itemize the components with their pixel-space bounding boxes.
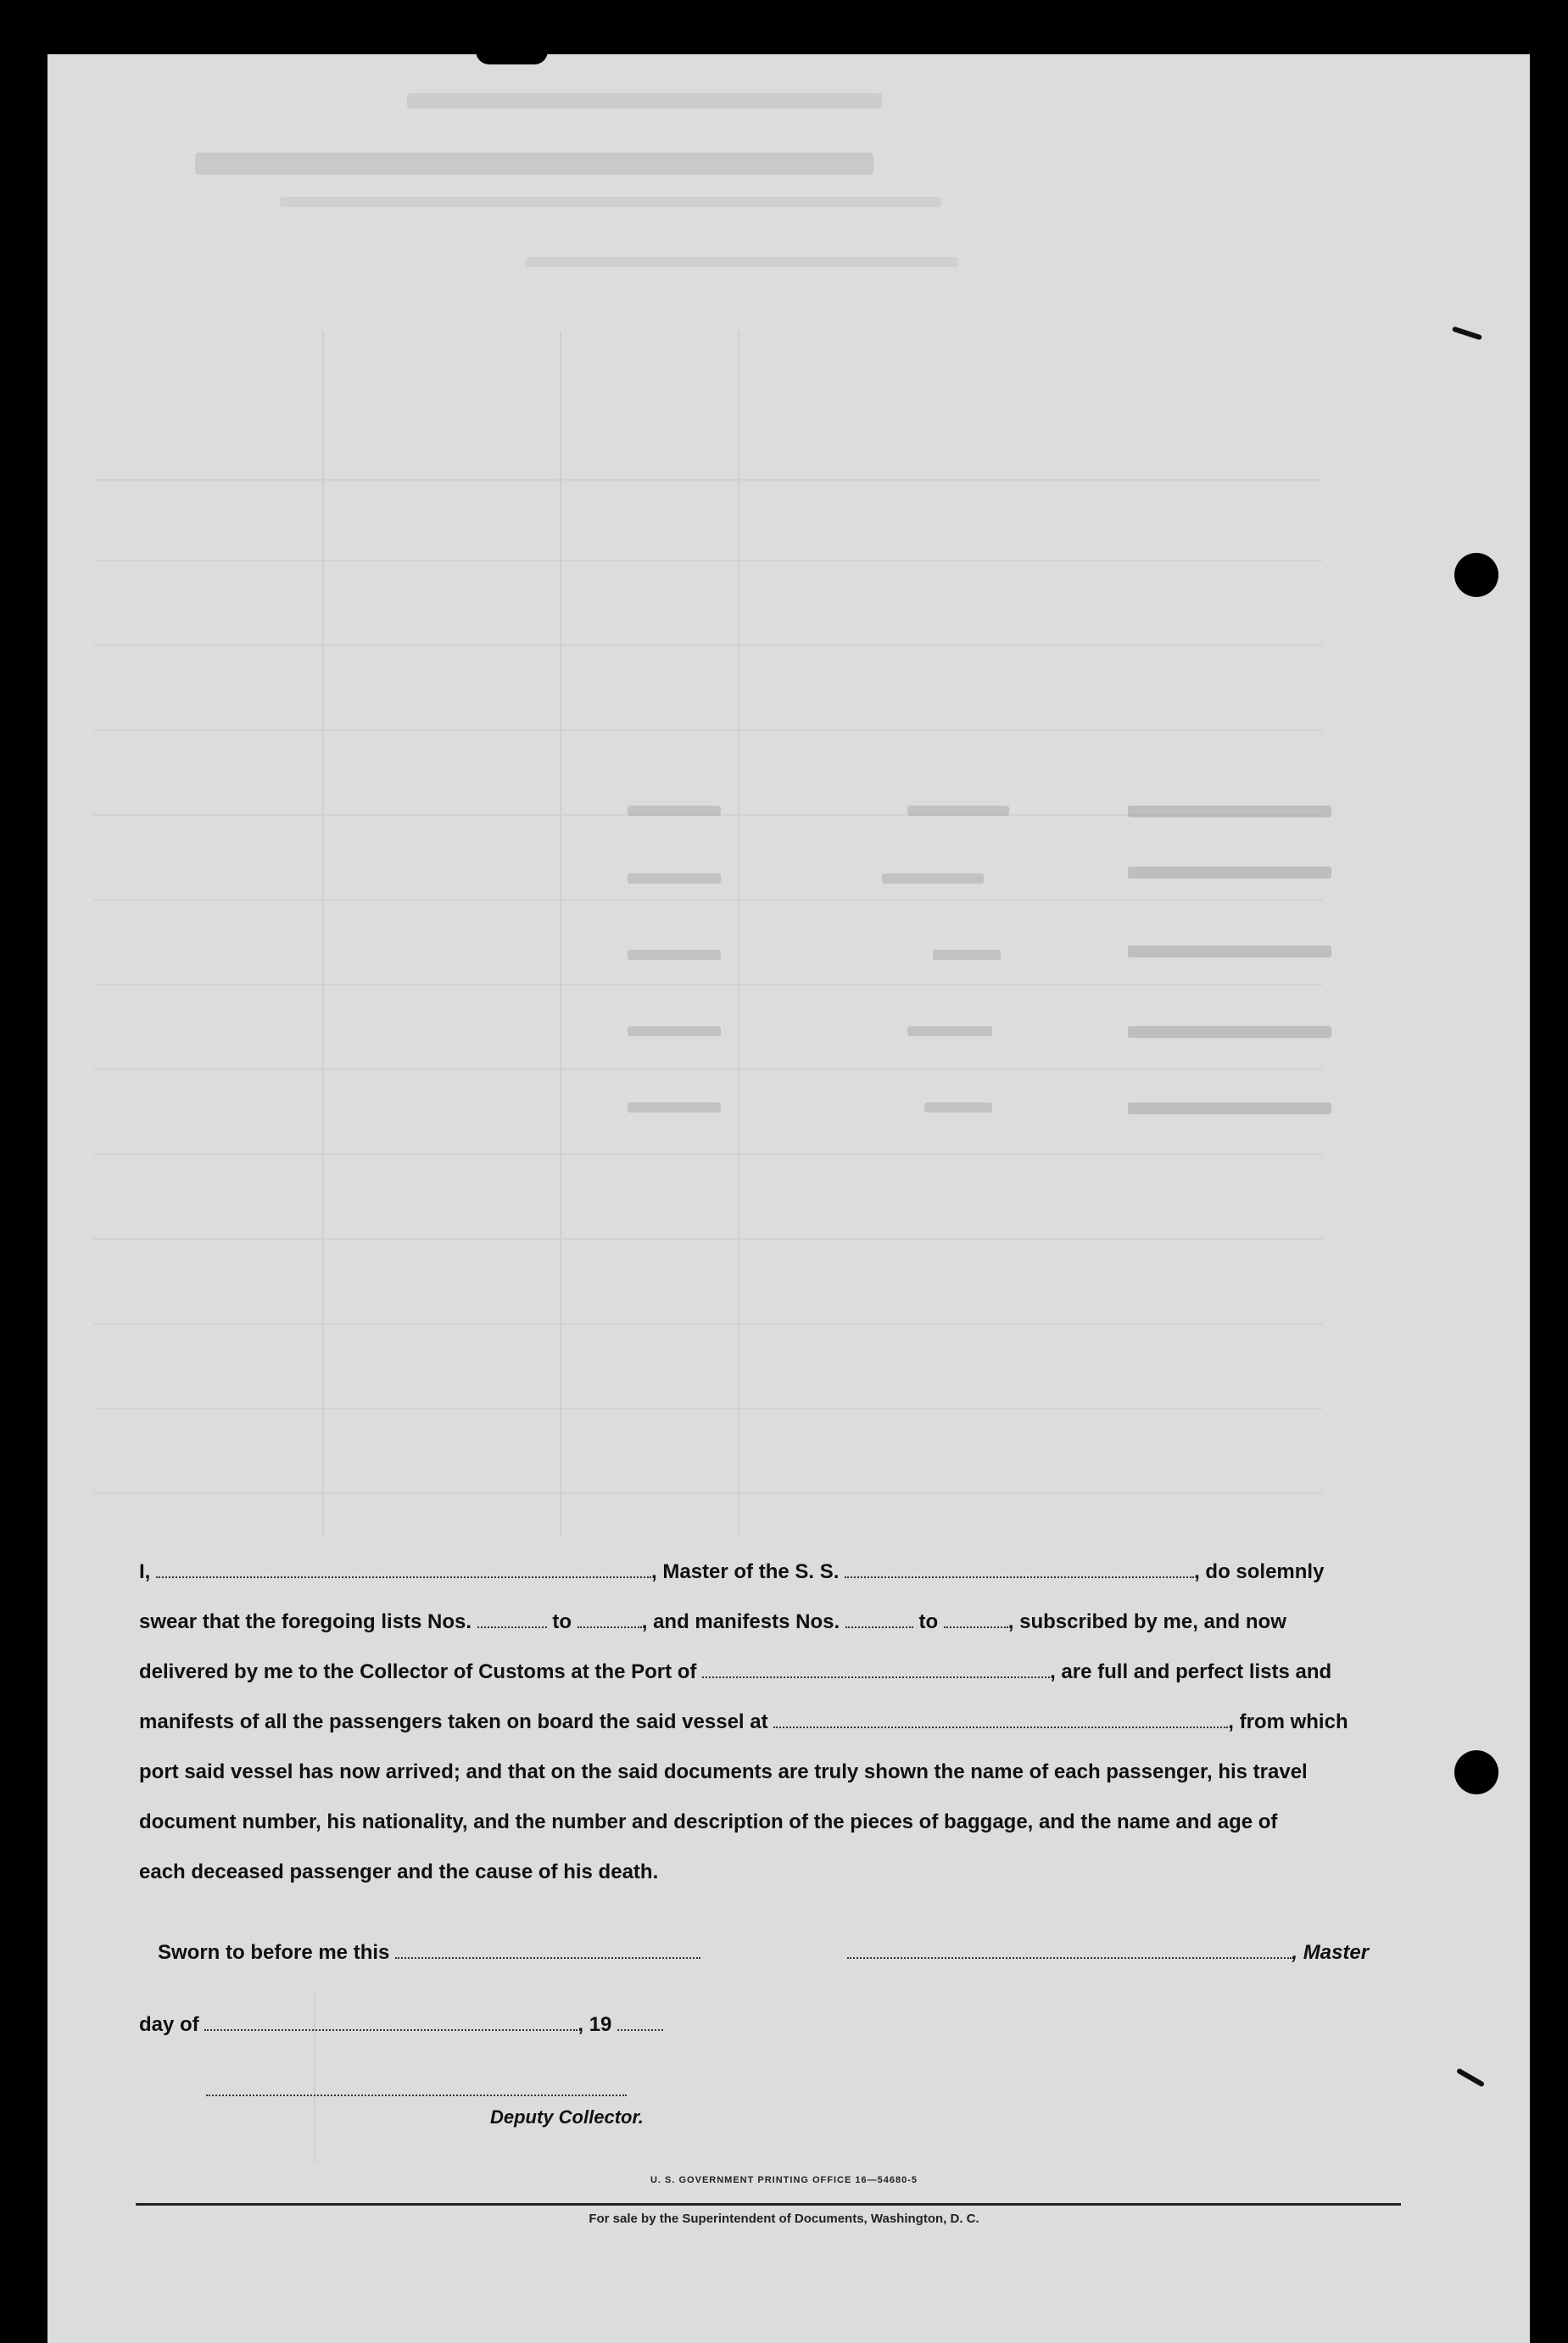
oath-line-3 <box>139 1660 1401 1684</box>
ghost-column-rule <box>560 331 561 1535</box>
blank-day-month <box>204 2014 578 2031</box>
ghost-row-rule <box>93 1153 1323 1155</box>
binder-hole-bottom <box>1454 1750 1498 1794</box>
blank-year <box>617 2014 663 2031</box>
ghost-header-smudge <box>280 197 941 207</box>
ghost-row-blob <box>882 873 984 884</box>
oath-line-4-a: manifests of all the passengers taken on board the said vessel at <box>139 1710 768 1733</box>
ghost-header-smudge <box>195 153 873 175</box>
ghost-row-blob <box>907 806 1009 816</box>
gpo-imprint: U. S. GOVERNMENT PRINTING OFFICE 16—54680-5 <box>650 2175 918 2185</box>
ghost-row-blob <box>1128 946 1331 957</box>
ghost-row-blob <box>1128 867 1331 879</box>
ghost-row-blob <box>1128 806 1331 817</box>
oath-line-2-e: , subscribed by me, and now <box>1007 1610 1286 1633</box>
ghost-header-smudge <box>526 257 958 267</box>
day-line <box>139 2013 1401 2037</box>
ghost-row-blob <box>628 1102 721 1113</box>
ghost-row-blob <box>1128 1102 1331 1114</box>
ghost-row-blob <box>933 950 1001 960</box>
oath-line-7: each deceased passenger and the cause of his death. <box>139 1860 659 1883</box>
oath-line-4-b: , from which <box>1228 1710 1348 1733</box>
blank-master-name <box>156 1561 651 1578</box>
ghost-column-rule <box>738 331 739 1535</box>
oath-line-1 <box>139 1560 1401 1584</box>
sworn-line <box>158 1941 1401 1965</box>
ghost-row-rule <box>93 644 1323 646</box>
paper-notch <box>476 51 548 64</box>
oath-line-2-a: swear that the foregoing lists Nos. <box>139 1610 472 1633</box>
oath-line-1-b: , Master of the S. S. <box>651 1560 840 1583</box>
blank-vessel-at <box>773 1711 1228 1728</box>
ghost-row-blob <box>628 873 721 884</box>
deputy-signature-line <box>206 2093 627 2096</box>
sworn-label: Sworn to before me this <box>158 1941 390 1964</box>
ghost-row-rule <box>93 984 1323 985</box>
oath-line-3-b: , are full and perfect lists and <box>1050 1660 1332 1683</box>
ghost-row-blob <box>628 950 721 960</box>
year-label: , 19 <box>578 2013 612 2036</box>
ghost-row-blob <box>924 1102 992 1113</box>
oath-line-2-d: to <box>918 1610 939 1633</box>
sale-notice: For sale by the Superintendent of Documents, Washington, D. C. <box>589 2212 979 2226</box>
binder-hole-top <box>1454 553 1498 597</box>
ghost-column-rule <box>322 331 324 1535</box>
deputy-collector-label: Deputy Collector. <box>490 2106 644 2128</box>
ghost-row-rule <box>93 560 1323 561</box>
ghost-row-rule <box>93 729 1323 731</box>
ghost-row-blob <box>1128 1026 1331 1038</box>
ghost-row-rule <box>93 1492 1323 1494</box>
oath-line-4 <box>139 1710 1401 1734</box>
ghost-row-rule <box>93 1408 1323 1409</box>
day-label: day of <box>139 2013 199 2036</box>
oath-line-2-c: , and manifests Nos. <box>641 1610 840 1633</box>
ghost-row-rule <box>93 1323 1323 1325</box>
oath-line-2-b: to <box>552 1610 572 1633</box>
blank-manifest-from <box>845 1611 913 1628</box>
oath-line-1-c: , do solemnly <box>1194 1560 1325 1583</box>
oath-line-2 <box>139 1610 1401 1634</box>
blank-list-to <box>578 1611 642 1628</box>
blank-master-signature <box>847 1942 1292 1959</box>
oath-line-1-a: I, <box>139 1560 151 1583</box>
ghost-row-rule <box>93 1238 1323 1240</box>
blank-list-from <box>477 1611 547 1628</box>
blank-ship-name <box>845 1561 1194 1578</box>
ghost-row-blob <box>628 806 721 816</box>
ghost-row-rule <box>93 899 1323 901</box>
ghost-row-blob <box>628 1026 721 1036</box>
master-label: , Master <box>1292 1941 1370 1964</box>
oath-line-3-a: delivered by me to the Collector of Customs at the Port of <box>139 1660 697 1683</box>
footer-rule <box>136 2203 1401 2206</box>
blank-manifest-to <box>944 1611 1008 1628</box>
ghost-header-smudge <box>407 93 882 109</box>
document-page <box>47 54 1530 2343</box>
ghost-row-rule <box>93 479 1323 481</box>
blank-port-of <box>702 1661 1050 1678</box>
ghost-row-blob <box>907 1026 992 1036</box>
blank-sworn-date <box>395 1942 700 1959</box>
oath-line-6: document number, his nationality, and the number and description of the pieces of baggage, and the name and age of <box>139 1810 1278 1833</box>
ghost-row-rule <box>93 1068 1323 1070</box>
oath-line-5: port said vessel has now arrived; and that on the said documents are truly shown the name of each passenger, his travel <box>139 1760 1308 1783</box>
